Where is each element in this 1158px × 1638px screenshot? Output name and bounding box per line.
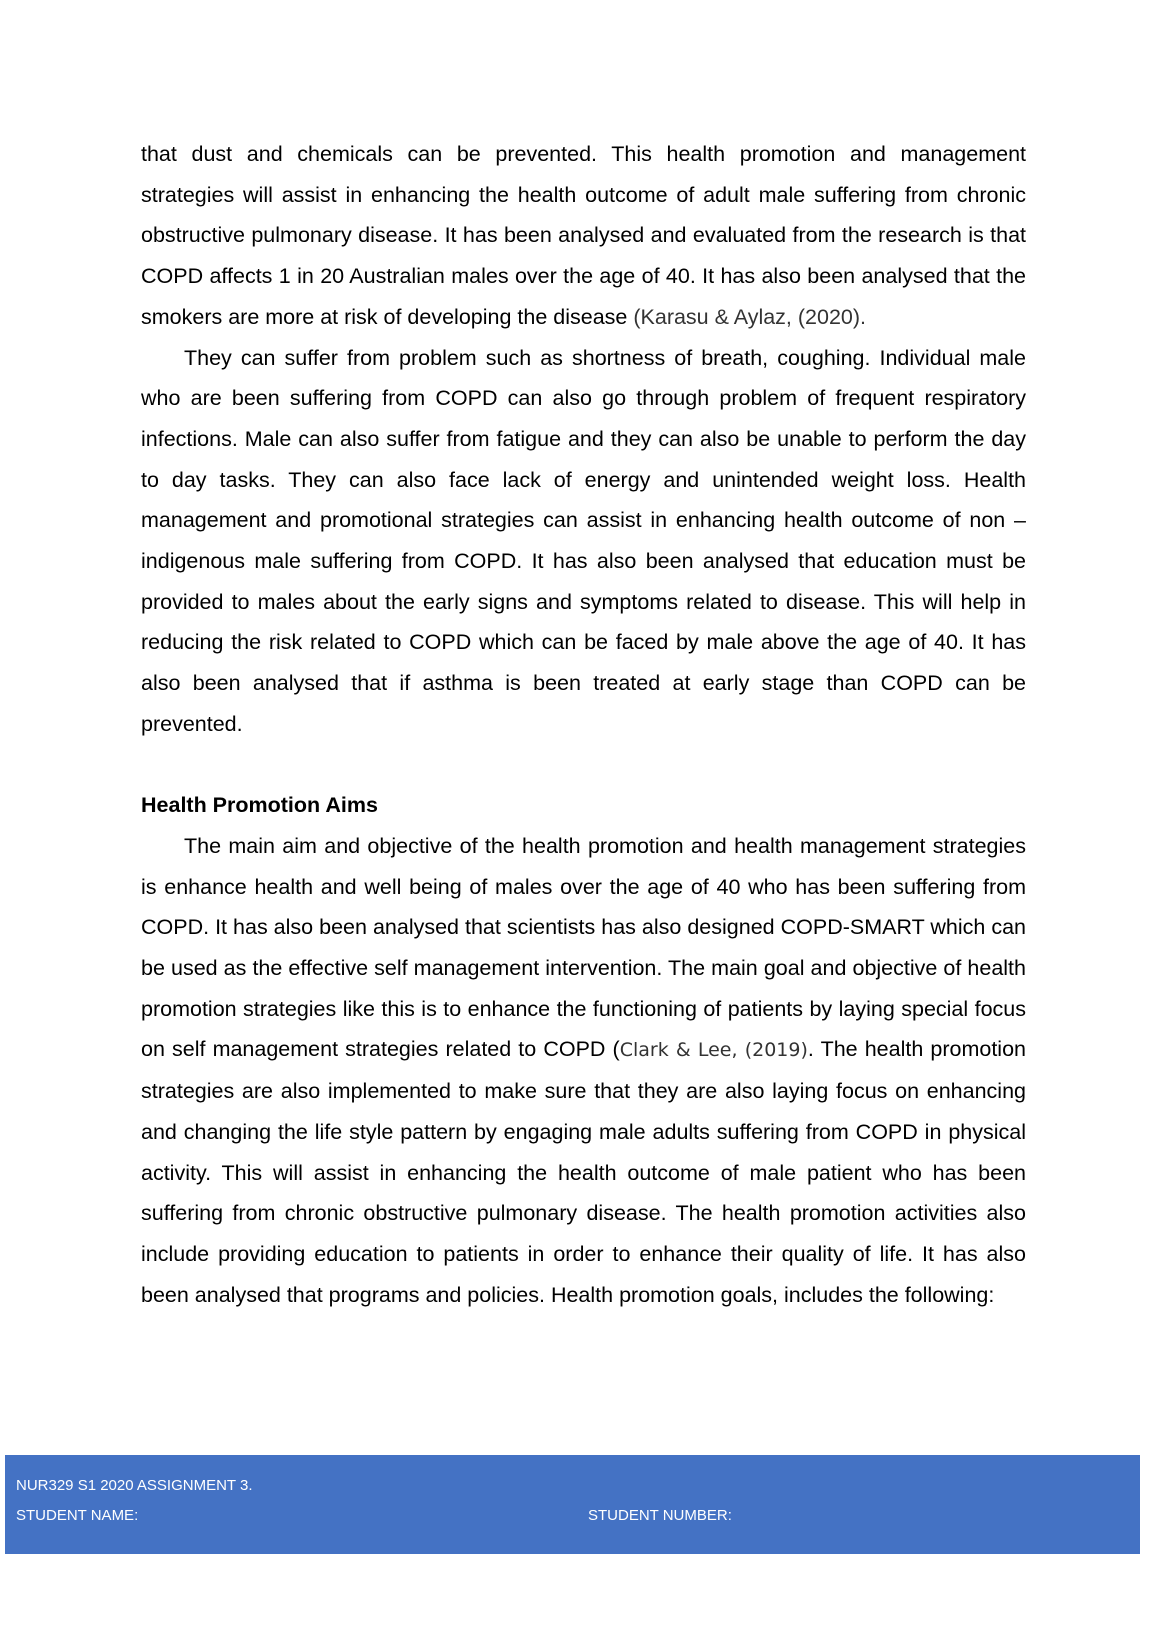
paragraph-3-text-after: . The health promotion strategies are also implemented to make sure that they are also laying focus on enhancing and changing the life style pattern by engaging male adults suffering from COPD in physical activity. This will assist in enhancing the health outcome of male patient who has been suffering from chronic obstructive pulmonary disease. The health promotion activities also include providing education to patients in order to enhance their quality of life. It has also been analysed that programs and policies. Health promotion goals, includes the following:: [141, 1037, 1026, 1307]
paragraph-1-text: that dust and chemicals can be prevented. This health promotion and management strategies will assist in enhancing the health outcome of adult male suffering from chronic obstructive pulmonary disease. It has been analysed and evaluated from the research is that COPD affects 1 in 20 Australian males over the age of 40. It has also been analysed that the smokers are more at risk of developing the disease: [141, 142, 1026, 329]
paragraph-3-citation: Clark & Lee, (2019): [619, 1039, 808, 1062]
footer-assignment-label: NUR329 S1 2020 ASSIGNMENT 3.: [16, 1477, 253, 1494]
document-body: [141, 134, 1026, 1315]
section-heading: Health Promotion Aims: [141, 793, 378, 818]
paragraph-2: [141, 338, 1026, 745]
paragraph-2-text: They can suffer from problem such as shortness of breath, coughing. Individual male who are been suffering from COPD can also go through problem of frequent respiratory infections. Male can also suffer from fatigue and they can also be unable to perform the day to day tasks. They can also face lack of energy and unintended weight loss. Health management and promotional strategies can assist in enhancing health outcome of non –indigenous male suffering from COPD. It has also been analysed that education must be provided to males about the early signs and symptoms related to disease. This will help in reducing the risk related to COPD which can be faced by male above the age of 40. It has also been analysed that if asthma is been treated at early stage than COPD can be prevented.: [141, 345, 1026, 736]
section-spacer: [141, 745, 1026, 786]
footer-banner: [5, 1455, 1140, 1554]
paragraph-3: [141, 826, 1026, 1315]
footer-student-name-label: STUDENT NAME:: [16, 1507, 139, 1524]
paragraph-1: [141, 134, 1026, 338]
paragraph-3-text-before: The main aim and objective of the health promotion and health management strategies is enhance health and well being of males over the age of 40 who has been suffering from COPD. It has also been analysed that scientists has also designed COPD-SMART which can be used as the effective self management intervention. The main goal and objective of health promotion strategies like this is to enhance the functioning of patients by laying special focus on self management strategies related to COPD (: [141, 833, 1026, 1062]
paragraph-1-citation: (Karasu & Aylaz, (2020).: [633, 304, 866, 329]
footer-student-number-label: STUDENT NUMBER:: [588, 1507, 732, 1524]
